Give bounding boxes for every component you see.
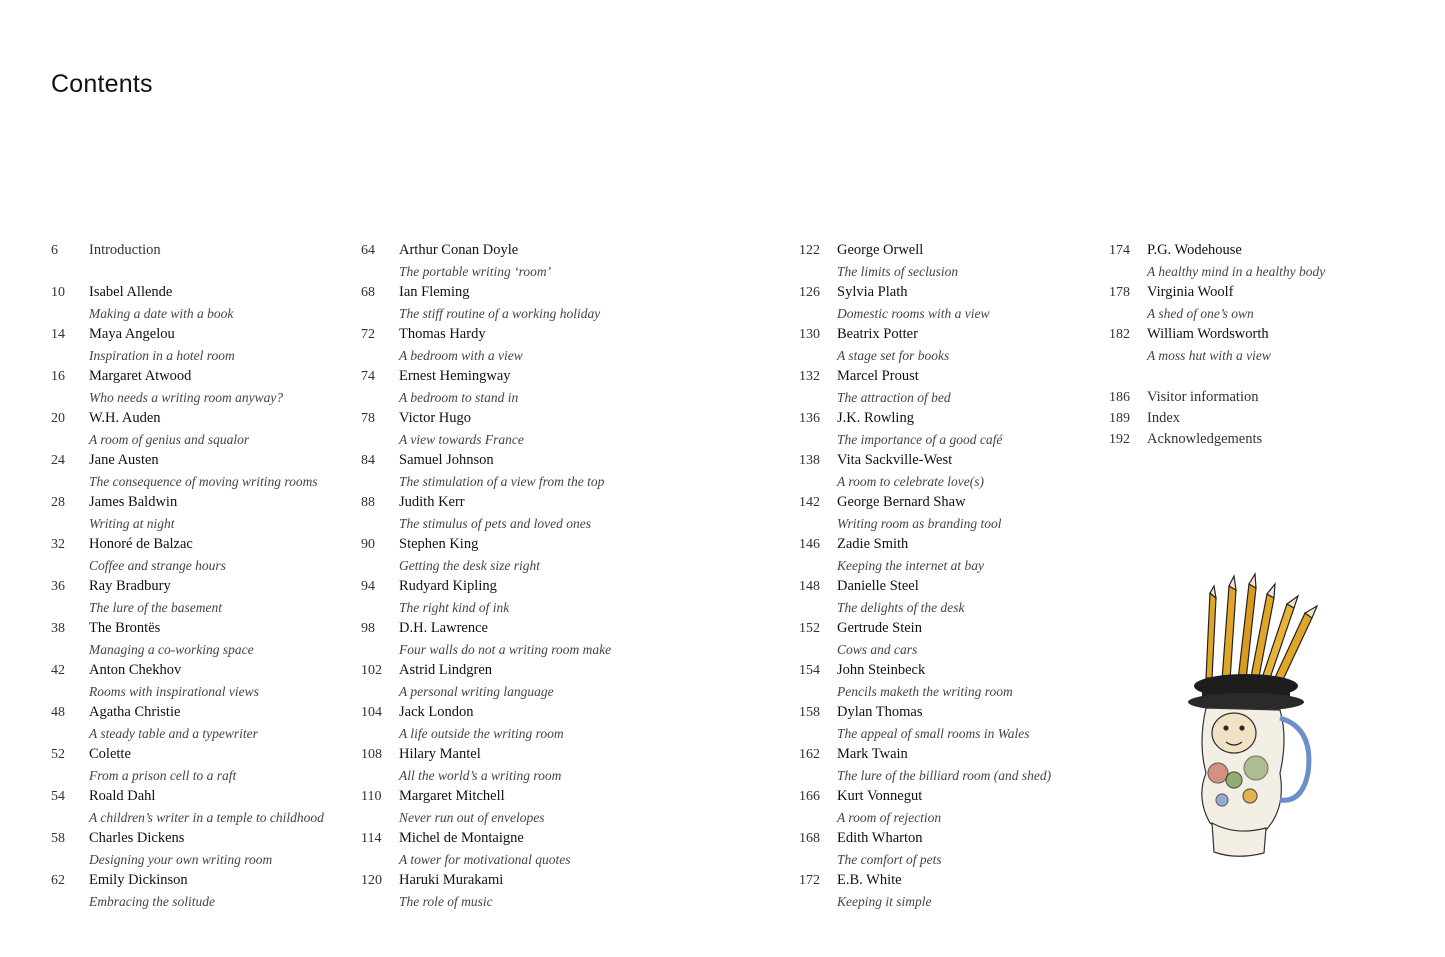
page-number: 189 [1109, 411, 1130, 426]
toc-entry-row [799, 534, 1099, 555]
toc-entry [51, 618, 351, 660]
chapter-subtitle: Pencils maketh the writing room [837, 684, 1013, 699]
author-name: Dylan Thomas [837, 704, 923, 720]
page-number: 186 [1109, 390, 1130, 405]
toc-column-3 [799, 240, 1099, 912]
author-name: Michel de Montaigne [399, 830, 524, 846]
page-number: 78 [361, 411, 375, 426]
chapter-subtitle: Rooms with inspirational views [89, 684, 259, 699]
spacer [1109, 366, 1409, 387]
chapter-subtitle: The right kind of ink [399, 600, 510, 615]
chapter-subtitle: The limits of seclusion [837, 264, 959, 279]
page-number: 6 [51, 243, 58, 258]
author-name: Hilary Mantel [399, 746, 481, 762]
author-name: Edith Wharton [837, 830, 923, 846]
page-number: 162 [799, 747, 820, 762]
author-name: Gertrude Stein [837, 620, 922, 636]
toc-entry [799, 240, 1099, 282]
author-name: Jane Austen [89, 452, 159, 468]
toc-entry-row [361, 576, 661, 597]
page-number: 10 [51, 285, 65, 300]
chapter-subtitle: The stimulus of pets and loved ones [399, 516, 591, 531]
toc-entry-row [799, 408, 1099, 429]
toc-entry-row [51, 576, 351, 597]
toc-entry-row [1109, 324, 1409, 345]
chapter-subtitle: From a prison cell to a raft [89, 768, 237, 783]
author-name: Margaret Atwood [89, 368, 192, 384]
chapter-subtitle: The stiff routine of a working holiday [399, 306, 601, 321]
author-name: D.H. Lawrence [399, 620, 488, 636]
author-name: Ernest Hemingway [399, 368, 511, 384]
page-number: 110 [361, 789, 382, 804]
toc-entry-row [51, 450, 351, 471]
toc-entry [361, 576, 661, 618]
author-name: Samuel Johnson [399, 452, 494, 468]
toc-entry [51, 240, 351, 282]
author-name: P.G. Wodehouse [1147, 242, 1242, 258]
page-number: 94 [361, 579, 375, 594]
page-number: 158 [799, 705, 820, 720]
chapter-subtitle: A view towards France [399, 432, 524, 447]
page-number: 24 [51, 453, 65, 468]
toc-extra-entry [1109, 387, 1409, 408]
toc-entry [799, 660, 1099, 702]
page-number: 130 [799, 327, 820, 342]
toc-entry-row [799, 492, 1099, 513]
page-number: 104 [361, 705, 382, 720]
chapter-subtitle: The comfort of pets [837, 852, 942, 867]
author-name: Zadie Smith [837, 536, 909, 552]
toc-entry [361, 450, 661, 492]
page-number: 16 [51, 369, 65, 384]
toc-entry [799, 786, 1099, 828]
chapter-subtitle: Cows and cars [837, 642, 918, 657]
author-name: Emily Dickinson [89, 872, 188, 888]
author-name: Sylvia Plath [837, 284, 908, 300]
section-name: Acknowledgements [1147, 431, 1263, 447]
chapter-subtitle: A bedroom to stand in [399, 390, 519, 405]
toc-entry [361, 534, 661, 576]
chapter-subtitle: A children’s writer in a temple to childhood [89, 810, 324, 825]
author-name: Honoré de Balzac [89, 536, 193, 552]
page-number: 138 [799, 453, 820, 468]
page-number: 54 [51, 789, 65, 804]
chapter-subtitle: A stage set for books [837, 348, 950, 363]
toc-entry [361, 660, 661, 702]
toc-entry-row [51, 660, 351, 681]
toc-entry-row [799, 450, 1099, 471]
toc-entry [361, 828, 661, 870]
toc-entry [361, 786, 661, 828]
author-name: Isabel Allende [89, 284, 173, 300]
chapter-subtitle: A shed of one’s own [1147, 306, 1254, 321]
author-name: Thomas Hardy [399, 326, 486, 342]
toc-entry [799, 744, 1099, 786]
author-name: Judith Kerr [399, 494, 465, 510]
chapter-subtitle: Getting the desk size right [399, 558, 540, 573]
toc-column-2 [361, 240, 661, 912]
chapter-subtitle: Embracing the solitude [89, 894, 215, 909]
page-number: 88 [361, 495, 375, 510]
page-number: 146 [799, 537, 820, 552]
author-name: Astrid Lindgren [399, 662, 493, 678]
toc-entry-row [361, 450, 661, 471]
toc-entry [799, 408, 1099, 450]
toc-entry-row [51, 870, 351, 891]
chapter-subtitle: Coffee and strange hours [89, 558, 226, 573]
toc-entry [361, 870, 661, 912]
page-number: 126 [799, 285, 820, 300]
toc-entry-row [361, 240, 661, 261]
toc-entry [51, 870, 351, 912]
chapter-subtitle: The lure of the basement [89, 600, 222, 615]
toc-entry-row [361, 492, 661, 513]
page-number: 152 [799, 621, 820, 636]
author-name: Margaret Mitchell [399, 788, 505, 804]
page-number: 136 [799, 411, 820, 426]
page-number: 48 [51, 705, 65, 720]
toc-extra-entry [1109, 408, 1409, 429]
page-number: 58 [51, 831, 65, 846]
chapter-subtitle: Keeping it simple [837, 894, 932, 909]
toc-extra-entry [1109, 429, 1409, 450]
toc-entry [51, 702, 351, 744]
page-number: 90 [361, 537, 375, 552]
chapter-subtitle: Four walls do not a writing room make [399, 642, 612, 657]
author-name: Maya Angelou [89, 326, 175, 342]
chapter-subtitle: Keeping the internet at bay [837, 558, 984, 573]
chapter-subtitle: A tower for motivational quotes [399, 852, 571, 867]
toc-entry-row [361, 786, 661, 807]
page-number: 28 [51, 495, 65, 510]
toc-entry [799, 870, 1099, 912]
toc-entry-row [361, 618, 661, 639]
chapter-subtitle: A moss hut with a view [1147, 348, 1271, 363]
page-number: 42 [51, 663, 65, 678]
toc-entry-row [799, 240, 1099, 261]
toc-entry-row [361, 366, 661, 387]
section-name: Visitor information [1147, 389, 1259, 405]
toc-entry [51, 576, 351, 618]
page-number: 32 [51, 537, 65, 552]
toc-entry [51, 408, 351, 450]
toc-entry-row [799, 870, 1099, 891]
chapter-subtitle: A bedroom with a view [399, 348, 523, 363]
page-number: 172 [799, 873, 820, 888]
toc-entry-row [799, 324, 1099, 345]
toc-entry [51, 744, 351, 786]
toc-entry [51, 324, 351, 366]
chapter-subtitle: The delights of the desk [837, 600, 965, 615]
page-number: 36 [51, 579, 65, 594]
toc-entry [361, 492, 661, 534]
toc-entry-row [799, 618, 1099, 639]
author-name: Haruki Murakami [399, 872, 504, 888]
toc-entry-row [799, 576, 1099, 597]
author-name: W.H. Auden [89, 410, 161, 426]
page-number: 68 [361, 285, 375, 300]
toc-entry-row [51, 534, 351, 555]
toc-entry [51, 534, 351, 576]
toc-entry [51, 366, 351, 408]
page-number: 72 [361, 327, 375, 342]
toc-entry [799, 450, 1099, 492]
author-name: James Baldwin [89, 494, 178, 510]
toc-entry-row [799, 702, 1099, 723]
chapter-subtitle: Managing a co-working space [89, 642, 254, 657]
toc-entry-row [361, 324, 661, 345]
toc-entry [799, 576, 1099, 618]
author-name: Virginia Woolf [1147, 284, 1234, 300]
toc-entry-row [361, 660, 661, 681]
author-name: Marcel Proust [837, 368, 919, 384]
toc-entry-row [51, 618, 351, 639]
author-name: Roald Dahl [89, 788, 156, 804]
toc-entry-row [361, 702, 661, 723]
toc-entry [51, 492, 351, 534]
chapter-subtitle: A room to celebrate love(s) [837, 474, 984, 489]
page-number: 122 [799, 243, 820, 258]
page-number: 192 [1109, 432, 1130, 447]
page-number: 20 [51, 411, 65, 426]
chapter-subtitle: Who needs a writing room anyway? [89, 390, 284, 405]
chapter-subtitle: Writing room as branding tool [837, 516, 1002, 531]
toc-entry-row [1109, 282, 1409, 303]
page-number: 132 [799, 369, 820, 384]
chapter-subtitle: The consequence of moving writing rooms [89, 474, 318, 489]
author-name: Danielle Steel [837, 578, 919, 594]
author-name: Introduction [89, 242, 161, 258]
page-number: 38 [51, 621, 65, 636]
chapter-subtitle: A room of rejection [837, 810, 942, 825]
page-number: 52 [51, 747, 65, 762]
toc-entry [51, 450, 351, 492]
page-number: 74 [361, 369, 375, 384]
toc-entry-row [51, 408, 351, 429]
toc-entry [361, 618, 661, 660]
toc-entry [1109, 324, 1409, 366]
toc-entry-row [51, 282, 351, 303]
author-name: George Bernard Shaw [837, 494, 966, 510]
toc-entry [799, 828, 1099, 870]
page-number: 148 [799, 579, 820, 594]
toc-entry [799, 702, 1099, 744]
toc-entry [799, 282, 1099, 324]
hat-icon [1188, 674, 1304, 711]
toc-entry-row [1109, 240, 1409, 261]
chapter-subtitle: The attraction of bed [837, 390, 951, 405]
chapter-subtitle: A healthy mind in a healthy body [1147, 264, 1326, 279]
toc-entry-row [361, 282, 661, 303]
toc-entry-row [799, 282, 1099, 303]
chapter-subtitle: A personal writing language [399, 684, 554, 699]
author-name: Victor Hugo [399, 410, 472, 426]
toc-entry-row [799, 744, 1099, 765]
author-name: Stephen King [399, 536, 479, 552]
author-name: Jack London [399, 704, 474, 720]
toc-entry [51, 828, 351, 870]
author-name: Colette [89, 746, 131, 762]
page-number: 114 [361, 831, 382, 846]
chapter-subtitle: Inspiration in a hotel room [89, 348, 235, 363]
toc-entry-row [51, 702, 351, 723]
toc-entry [361, 702, 661, 744]
author-name: Ian Fleming [399, 284, 470, 300]
chapter-subtitle: The role of music [399, 894, 493, 909]
chapter-subtitle: Designing your own writing room [89, 852, 273, 867]
author-name: The Brontës [89, 620, 161, 636]
toc-entry-row [51, 828, 351, 849]
toc-entry-row [361, 828, 661, 849]
page-number: 120 [361, 873, 382, 888]
toc-entry [361, 324, 661, 366]
toc-entry [1109, 282, 1409, 324]
author-name: Agatha Christie [89, 704, 181, 720]
toc-entry-row [51, 786, 351, 807]
page-number: 154 [799, 663, 820, 678]
author-name: Vita Sackville-West [837, 452, 953, 468]
spacer [51, 261, 351, 282]
page-number: 174 [1109, 243, 1130, 258]
toc-column-4 [1109, 240, 1409, 450]
page-number: 84 [361, 453, 375, 468]
author-name: Kurt Vonnegut [837, 788, 923, 804]
author-name: Ray Bradbury [89, 578, 171, 594]
author-name: Charles Dickens [89, 830, 185, 846]
toc-entry-row [799, 828, 1099, 849]
author-name: Mark Twain [837, 746, 908, 762]
author-name: J.K. Rowling [837, 410, 914, 426]
toby-jug-with-pencils-illustration [1176, 568, 1336, 868]
chapter-subtitle: All the world’s a writing room [399, 768, 562, 783]
chapter-subtitle: Domestic rooms with a view [837, 306, 990, 321]
toc-entry [361, 282, 661, 324]
toc-entry-row [51, 744, 351, 765]
author-name: E.B. White [837, 872, 902, 888]
page-title: Contents [51, 70, 153, 98]
chapter-subtitle: The lure of the billiard room (and shed) [837, 768, 1052, 783]
chapter-subtitle: Writing at night [89, 516, 175, 531]
toc-entry [51, 786, 351, 828]
author-name: William Wordsworth [1147, 326, 1269, 342]
author-name: Anton Chekhov [89, 662, 182, 678]
author-name: Arthur Conan Doyle [399, 242, 519, 258]
page-number: 182 [1109, 327, 1130, 342]
toc-entry-row [799, 786, 1099, 807]
page-number: 102 [361, 663, 382, 678]
chapter-subtitle: A life outside the writing room [399, 726, 564, 741]
toc-entry [799, 492, 1099, 534]
toc-entry [1109, 240, 1409, 282]
page-number: 64 [361, 243, 375, 258]
toc-entry-row [361, 744, 661, 765]
toc-entry-row [51, 492, 351, 513]
author-name: Beatrix Potter [837, 326, 918, 342]
jug-body-icon [1202, 708, 1309, 856]
toc-entry [51, 660, 351, 702]
toc-entry-row [51, 366, 351, 387]
section-name: Index [1147, 410, 1181, 426]
author-name: George Orwell [837, 242, 924, 258]
page-number: 166 [799, 789, 820, 804]
page-number: 14 [51, 327, 65, 342]
toc-entry [799, 366, 1099, 408]
toc-column-1 [51, 240, 351, 912]
toc-entry-row [51, 324, 351, 345]
chapter-subtitle: A steady table and a typewriter [89, 726, 258, 741]
author-name: Rudyard Kipling [399, 578, 497, 594]
chapter-subtitle: The stimulation of a view from the top [399, 474, 605, 489]
chapter-subtitle: The importance of a good café [837, 432, 1003, 447]
page-number: 168 [799, 831, 820, 846]
page-number: 142 [799, 495, 820, 510]
toc-entry [361, 744, 661, 786]
chapter-subtitle: Making a date with a book [89, 306, 234, 321]
toc-entry-row [51, 240, 351, 261]
toc-entry-row [361, 408, 661, 429]
chapter-subtitle: Never run out of envelopes [399, 810, 545, 825]
toc-entry-row [361, 870, 661, 891]
chapter-subtitle: A room of genius and squalor [89, 432, 250, 447]
page-number: 62 [51, 873, 65, 888]
chapter-subtitle: The appeal of small rooms in Wales [837, 726, 1030, 741]
page-number: 108 [361, 747, 382, 762]
page-number: 98 [361, 621, 375, 636]
author-name: John Steinbeck [837, 662, 926, 678]
toc-entry [51, 282, 351, 324]
toc-entry [799, 534, 1099, 576]
toc-entry [799, 324, 1099, 366]
toc-entry-row [799, 660, 1099, 681]
toc-entry-row [799, 366, 1099, 387]
chapter-subtitle: The portable writing ‘room’ [399, 264, 552, 279]
pencils-icon [1206, 574, 1317, 686]
page-number: 178 [1109, 285, 1130, 300]
toc-entry [361, 240, 661, 282]
toc-entry-row [361, 534, 661, 555]
toc-entry [799, 618, 1099, 660]
toc-entry [361, 366, 661, 408]
toc-entry [361, 408, 661, 450]
